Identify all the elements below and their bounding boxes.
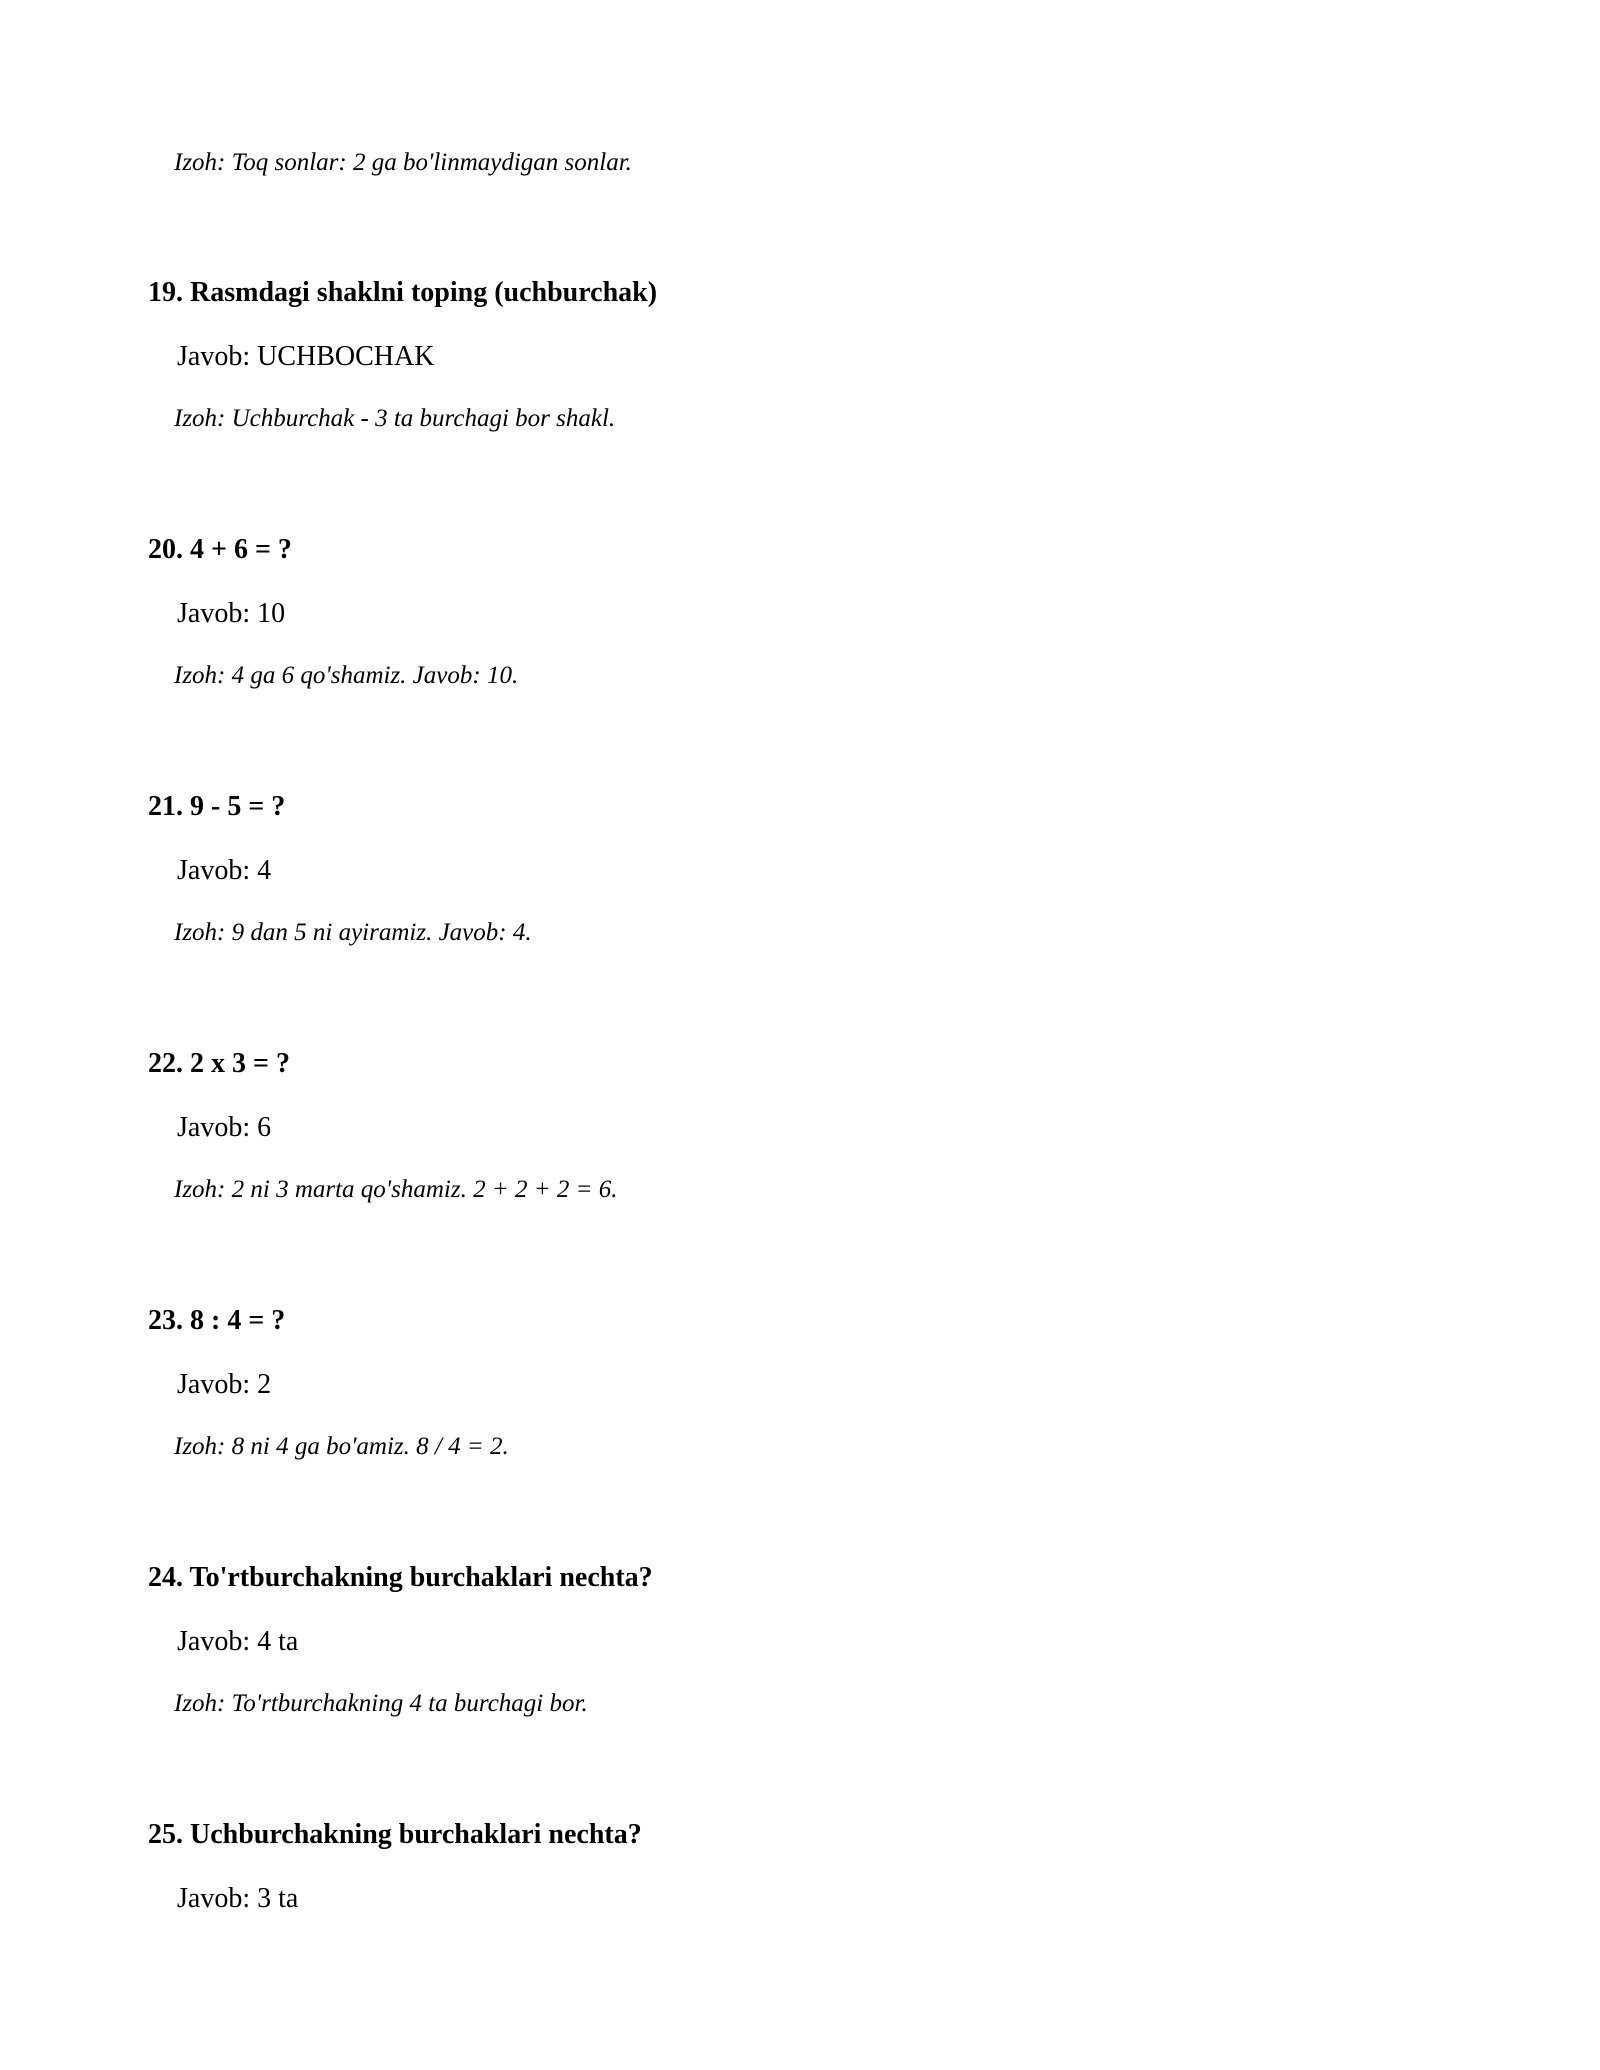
question-23: 23. 8 : 4 = ? [148,1305,286,1336]
answer-22: Javob: 6 [177,1112,272,1143]
note-20: Izoh: 4 ga 6 qo'shamiz. Javob: 10. [174,662,519,689]
question-20: 20. 4 + 6 = ? [148,534,292,565]
top-note: Izoh: Toq sonlar: 2 ga bo'linmaydigan sonlar. [174,149,632,176]
question-22: 22. 2 x 3 = ? [148,1048,290,1079]
question-21: 21. 9 - 5 = ? [148,791,286,822]
answer-23: Javob: 2 [177,1369,272,1400]
note-23: Izoh: 8 ni 4 ga bo'amiz. 8 / 4 = 2. [174,1433,509,1460]
question-24: 24. To'rtburchakning burchaklari nechta? [148,1562,653,1593]
note-21: Izoh: 9 dan 5 ni ayiramiz. Javob: 4. [174,919,532,946]
answer-19: Javob: UCHBOCHAK [177,341,435,372]
answer-21: Javob: 4 [177,855,272,886]
answer-25: Javob: 3 ta [177,1883,299,1914]
note-24: Izoh: To'rtburchakning 4 ta burchagi bor. [174,1690,588,1717]
answer-20: Javob: 10 [177,598,286,629]
note-22: Izoh: 2 ni 3 marta qo'shamiz. 2 + 2 + 2 = 6. [174,1176,618,1203]
note-19: Izoh: Uchburchak - 3 ta burchagi bor shakl. [174,405,616,432]
answer-24: Javob: 4 ta [177,1626,299,1657]
question-25: 25. Uchburchakning burchaklari nechta? [148,1819,642,1850]
question-19: 19. Rasmdagi shaklni toping (uchburchak) [148,277,658,308]
